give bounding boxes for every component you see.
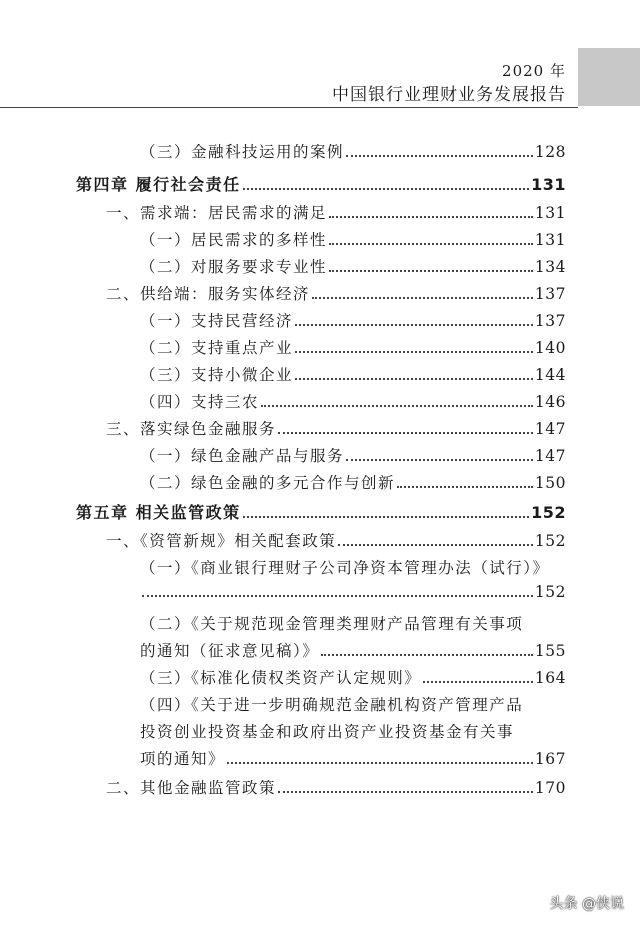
toc-entry[interactable] xyxy=(0,309,640,339)
toc-leader-dots xyxy=(338,544,533,546)
toc-entry-text: （三）支持小微企业 xyxy=(140,366,294,384)
toc-entry-text: （一）绿色金融产品与服务 xyxy=(140,447,345,465)
toc-entry-text: 二、供给端：服务实体经济 xyxy=(106,285,311,303)
toc-entry-text: （四）支持三农 xyxy=(140,393,260,411)
toc-entry-text: （四）《关于进一步明确规范金融机构资产管理产品 xyxy=(140,696,524,714)
toc-entry-text: 一、《资管新规》相关配套政策 xyxy=(106,532,337,550)
toc-entry[interactable] xyxy=(0,282,640,312)
toc-leader-dots xyxy=(278,791,533,793)
toc-entry[interactable] xyxy=(0,255,640,285)
toc-page-number: 131 xyxy=(531,175,566,194)
toc-leader-dots xyxy=(329,216,533,218)
toc-leader-dots xyxy=(142,595,533,597)
toc-chapter-entry[interactable] xyxy=(0,500,640,530)
toc-leader-dots xyxy=(243,516,530,518)
toc-entry-text: （二）支持重点产业 xyxy=(140,339,294,357)
toc-entry-text: 项的通知》 xyxy=(140,750,226,768)
toc-page-number: 140 xyxy=(534,339,566,357)
toc-entry[interactable] xyxy=(0,776,640,806)
toc-entry[interactable] xyxy=(0,444,640,474)
toc-leader-dots xyxy=(312,297,533,299)
toc-page-number: 137 xyxy=(534,312,566,330)
toc-entry-text: 投资创业投资基金和政府出资产业投资基金有关事 xyxy=(140,723,515,741)
toc-leader-dots xyxy=(321,654,533,656)
toc-leader-dots xyxy=(423,681,533,683)
toc-page-number: 146 xyxy=(534,393,566,411)
toc-leader-dots xyxy=(295,378,533,380)
toc-page-number: 150 xyxy=(534,474,566,492)
toc-entry-text: 一、需求端：居民需求的满足 xyxy=(106,204,328,222)
toc-entry-text: 第五章 相关监管政策 xyxy=(76,503,241,522)
toc-entry[interactable] xyxy=(0,471,640,501)
toc-entry[interactable] xyxy=(0,639,640,669)
toc-page-number: 152 xyxy=(534,532,566,550)
toc-leader-dots xyxy=(329,243,533,245)
toc-entry[interactable] xyxy=(0,363,640,393)
toc-leader-dots xyxy=(397,486,533,488)
toc-page-number: 167 xyxy=(534,750,566,768)
toc-entry[interactable] xyxy=(0,529,640,559)
toc-entry[interactable] xyxy=(0,747,640,777)
toc-entry[interactable] xyxy=(0,140,640,170)
toc-entry-text: 三、落实绿色金融服务 xyxy=(106,420,277,438)
toc-leader-dots xyxy=(329,270,533,272)
header-title: 中国银行业理财业务发展报告 xyxy=(332,85,566,105)
toc-page-number: 155 xyxy=(534,642,566,660)
toc-entry[interactable] xyxy=(0,201,640,231)
toc-leader-dots xyxy=(295,324,533,326)
toc-page-number: 134 xyxy=(534,258,566,276)
toc-page-number: 152 xyxy=(531,503,566,522)
header-rule xyxy=(0,107,578,108)
toc-page-number: 131 xyxy=(534,231,566,249)
watermark-text: 头条 @侠说 xyxy=(549,896,624,912)
toc-page-number: 131 xyxy=(534,204,566,222)
toc-page-number: 144 xyxy=(534,366,566,384)
toc-page-number: 147 xyxy=(534,447,566,465)
toc-entry[interactable] xyxy=(0,228,640,258)
toc-entry[interactable] xyxy=(0,417,640,447)
toc-page-number: 137 xyxy=(534,285,566,303)
toc-leader-dots xyxy=(346,155,533,157)
toc-entry-text: （二）对服务要求专业性 xyxy=(140,258,328,276)
toc-leader-dots xyxy=(227,762,533,764)
toc-leader-dots xyxy=(346,459,533,461)
toc-entry[interactable] xyxy=(0,336,640,366)
toc-page-number: 152 xyxy=(534,583,566,601)
toc-entry[interactable] xyxy=(0,666,640,696)
toc-leader-dots xyxy=(278,432,533,434)
toc-entry-text: （一）支持民营经济 xyxy=(140,312,294,330)
toc-page-number: 170 xyxy=(534,779,566,797)
toc-entry-text: （三）金融科技运用的案例 xyxy=(140,143,345,161)
toc-entry-text: （二）《关于规范现金管理类理财产品管理有关事项 xyxy=(140,615,524,633)
toc-leader-dots xyxy=(243,188,530,190)
toc-chapter-entry[interactable] xyxy=(0,172,640,202)
toc-leader-dots xyxy=(261,405,533,407)
toc-page-number: 147 xyxy=(534,420,566,438)
header-gray-block xyxy=(578,48,640,106)
toc-page-number: 128 xyxy=(534,143,566,161)
toc-entry-text: 的通知（征求意见稿）》 xyxy=(140,642,320,660)
toc-entry[interactable] xyxy=(0,583,640,613)
toc-entry-text: 二、其他金融监管政策 xyxy=(106,779,277,797)
header-year: 2020 年 xyxy=(502,62,566,80)
toc-entry-text: （一）《商业银行理财子公司净资本管理办法（试行）》 xyxy=(140,559,550,577)
toc-entry-text: （二）绿色金融的多元合作与创新 xyxy=(140,474,396,492)
toc-entry-text: （一）居民需求的多样性 xyxy=(140,231,328,249)
toc-entry[interactable] xyxy=(0,390,640,420)
toc-entry-text: （三）《标准化债权类资产认定规则》 xyxy=(140,669,422,687)
toc-entry-text: 第四章 履行社会责任 xyxy=(76,175,241,194)
toc-page-number: 164 xyxy=(534,669,566,687)
toc-leader-dots xyxy=(295,351,533,353)
